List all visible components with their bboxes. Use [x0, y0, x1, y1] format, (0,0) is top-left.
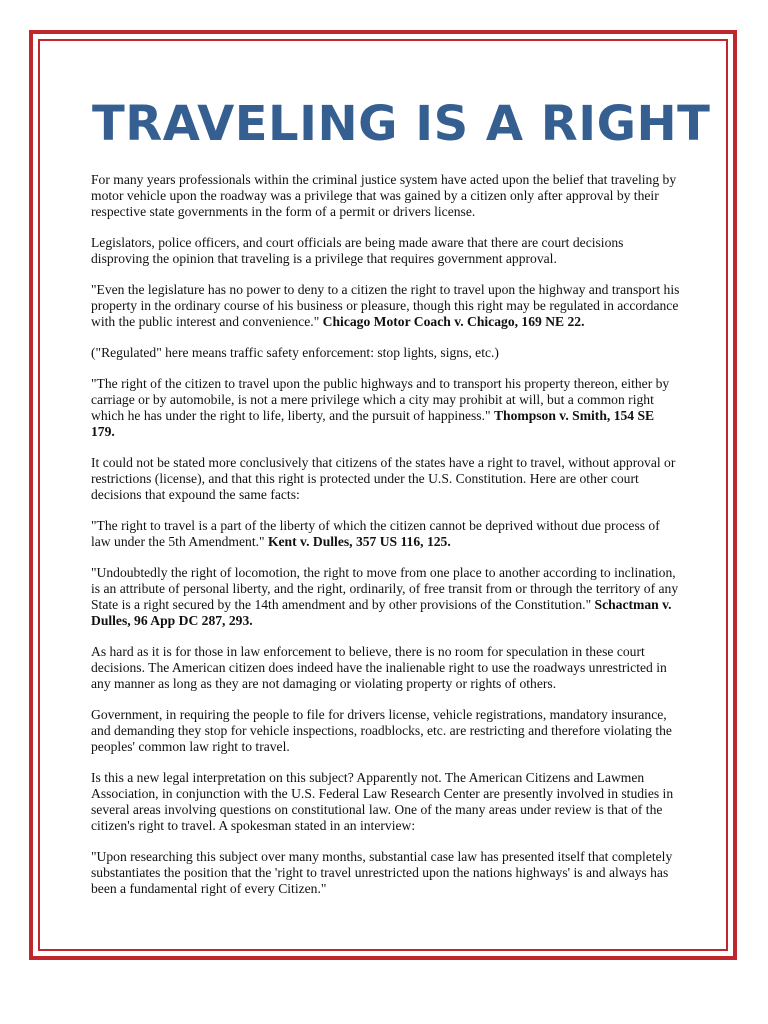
paragraph	[91, 644, 681, 692]
case-citation: Schactman v. Dulles, 96 App DC 287, 293.	[91, 597, 672, 628]
case-citation: Thompson v. Smith, 154 SE 179.	[91, 408, 655, 439]
case-citation: Kent v. Dulles, 357 US 116, 125.	[267, 534, 451, 549]
paragraph	[91, 376, 681, 440]
paragraph-text: Is this a new legal interpretation on this subject? Apparently not. The American Citizens and Lawmen Association, in conjunction with the U.S. Federal Law Research Center are presently involved in studies in several areas involving questions on constitutional law. One of the many areas under review is that of the citizen's right to travel. A spokesman stated in an interview:	[91, 770, 674, 833]
paragraph-text: "The right of the citizen to travel upon the public highways and to transport his property thereon, either by carriage or by automobile, is not a mere privilege which a city may prohibit at will, but a common right which he has under the right to life, liberty, and the pursuit of happiness."	[91, 376, 670, 423]
document-title: TRAVELING IS A RIGHT	[92, 96, 711, 152]
paragraph-text: For many years professionals within the criminal justice system have acted upon the belief that traveling by motor vehicle upon the roadway was a privilege that was gained by a citizen only after approval by their respective state governments in the form of a permit or drivers license.	[91, 172, 677, 219]
paragraph-text: "Upon researching this subject over many months, substantial case law has presented itself that completely substantiates the position that the 'right to travel unrestricted upon the nations highways' is and always has been a fundamental right of every Citizen."	[91, 849, 673, 896]
paragraph-text: Legislators, police officers, and court officials are being made aware that there are court decisions disproving the opinion that traveling is a privilege that requires government approval.	[91, 235, 624, 266]
paragraph	[91, 172, 681, 220]
paragraph	[91, 518, 681, 550]
paragraph-text: As hard as it is for those in law enforcement to believe, there is no room for speculation in these court decisions. The American citizen does indeed have the inalienable right to use the roadways unrestricted in any manner as long as they are not damaging or violating property or rights of others.	[91, 644, 667, 691]
document-body	[91, 172, 681, 912]
paragraph-text: "Undoubtedly the right of locomotion, the right to move from one place to another according to inclination, is an attribute of personal liberty, and the right, ordinarily, of free transit from or through the territory of any State is a right secured by the 14th amendment and by other provisions of the Constitution."	[91, 565, 679, 612]
paragraph	[91, 455, 681, 503]
paragraph-text: "Even the legislature has no power to deny to a citizen the right to travel upon the highway and transport his property in the ordinary course of his business or pleasure, though this right may be regulated in accordance with the public interest and convenience."	[91, 282, 680, 329]
paragraph	[91, 849, 681, 897]
paragraph	[91, 282, 681, 330]
paragraph	[91, 565, 681, 629]
paragraph	[91, 770, 681, 834]
paragraph-text: "The right to travel is a part of the liberty of which the citizen cannot be deprived without due process of law under the 5th Amendment."	[91, 518, 660, 549]
paragraph-text: It could not be stated more conclusively that citizens of the states have a right to travel, without approval or restrictions (license), and that this right is protected under the U.S. Constitution. Here are other court decisions that expound the same facts:	[91, 455, 676, 502]
paragraph	[91, 235, 681, 267]
paragraph-text: ("Regulated" here means traffic safety enforcement: stop lights, signs, etc.)	[91, 345, 499, 360]
paragraph	[91, 345, 681, 361]
paragraph	[91, 707, 681, 755]
case-citation: Chicago Motor Coach v. Chicago, 169 NE 22.	[322, 314, 585, 329]
paragraph-text: Government, in requiring the people to file for drivers license, vehicle registrations, mandatory insurance, and demanding they stop for vehicle inspections, roadblocks, etc. are restricting and therefore violating the peoples' common law right to travel.	[91, 707, 672, 754]
